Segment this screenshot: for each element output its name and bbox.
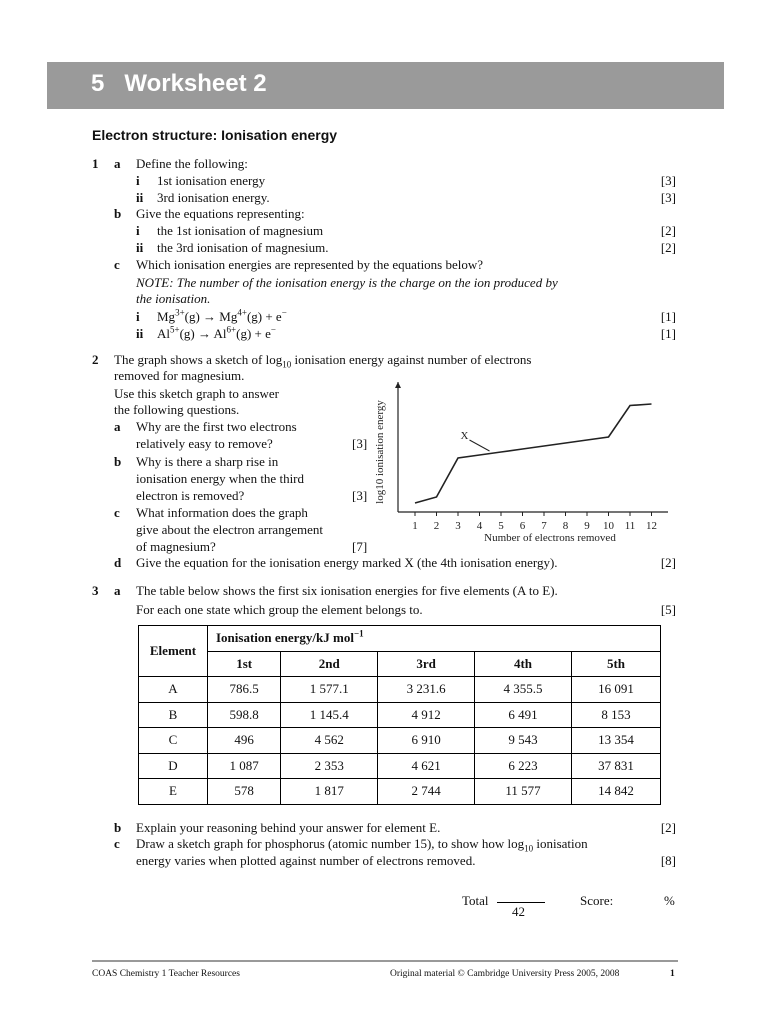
x-tick-label: 7 xyxy=(541,520,547,532)
q2c-line1: What information does the graph xyxy=(136,505,308,520)
x-tick-label: 9 xyxy=(584,520,590,532)
q1c-note-line2: the ionisation. xyxy=(136,291,211,306)
table-row xyxy=(139,702,661,728)
worksheet-title: 5 Worksheet 2 xyxy=(91,70,267,97)
element-cell: A xyxy=(139,677,208,703)
worksheet-banner xyxy=(47,62,724,109)
q2-intro-line2: removed for magnesium. xyxy=(114,368,245,383)
q2d-text: Give the equation for the ionisation energy marked X (the 4th ionisation energy). xyxy=(136,555,558,570)
x-tick-label: 5 xyxy=(498,520,504,532)
q3-number: 3 xyxy=(92,583,99,598)
ie-header: Ionisation energy/kJ mol$^{-1}$ xyxy=(208,626,661,652)
total-fraction-line xyxy=(497,902,545,903)
score-label: Score: xyxy=(580,893,614,908)
value-cell: 3 231.6 xyxy=(378,677,475,703)
q1ci-label: i xyxy=(136,309,140,324)
value-cell: 4 912 xyxy=(378,702,475,728)
q1a-text: Define the following: xyxy=(136,156,248,171)
q3a-line1: The table below shows the first six ionisation energies for five elements (A to E). xyxy=(136,583,558,598)
value-cell: 1 145.4 xyxy=(281,702,378,728)
value-cell: 8 153 xyxy=(571,702,660,728)
q3a-line2: For each one state which group the element belongs to. xyxy=(136,602,423,617)
table-header-row xyxy=(139,626,661,652)
element-cell: B xyxy=(139,702,208,728)
q1c-label: c xyxy=(114,257,120,272)
x-tick-label: 6 xyxy=(519,520,526,532)
q1-number: 1 xyxy=(92,156,99,171)
q1a-label: a xyxy=(114,156,121,171)
score-percent: % xyxy=(664,893,675,908)
value-cell: 11 577 xyxy=(475,779,572,805)
section-subtitle: Electron structure: Ionisation energy xyxy=(92,127,338,143)
q2a-mark: [3] xyxy=(352,436,368,451)
x-tick-label: 2 xyxy=(433,520,440,532)
ionisation-energy-chart xyxy=(368,372,668,547)
x-tick-label: 3 xyxy=(455,520,461,532)
column-header: 3rd xyxy=(378,651,475,677)
q2-intro-line3: Use this sketch graph to answer xyxy=(114,386,279,401)
q2-intro-line1: The graph shows a sketch of $\log_{10}$ ionisation energy against number of electrons xyxy=(114,352,532,370)
q1c-text: Which ionisation energies are represented by the equations below? xyxy=(136,257,484,272)
q2c-line2: give about the electron arrangement xyxy=(136,522,323,537)
element-cell: C xyxy=(139,728,208,754)
q1cii-equation: $Al^{5+}(g) \to Al^{6+}(g) + e^-$ xyxy=(157,324,276,341)
element-cell: E xyxy=(139,779,208,805)
value-cell: 6 223 xyxy=(475,753,572,779)
q1aii-label: ii xyxy=(136,190,144,205)
value-cell: 16 091 xyxy=(571,677,660,703)
value-cell: 37 831 xyxy=(571,753,660,779)
value-cell: 1 087 xyxy=(208,753,281,779)
column-header: 5th xyxy=(571,651,660,677)
x-tick-label: 4 xyxy=(476,520,483,532)
q3a-mark: [5] xyxy=(660,602,676,617)
column-header: 2nd xyxy=(281,651,378,677)
x-tick-label: 10 xyxy=(603,520,614,532)
q1ai-text: 1st ionisation energy xyxy=(157,173,266,188)
value-cell: 1 817 xyxy=(281,779,378,805)
q2b-line3: electron is removed? xyxy=(136,488,245,503)
table-row xyxy=(139,753,661,779)
column-header: 1st xyxy=(208,651,281,677)
footer-right: Original material © Cambridge University Press 2005, 2008 xyxy=(390,969,620,979)
q2-intro-line4: the following questions. xyxy=(114,402,240,417)
q3c-mark: [8] xyxy=(660,853,676,868)
value-cell: 598.8 xyxy=(208,702,281,728)
ionisation-energy-table xyxy=(138,625,661,805)
value-cell: 496 xyxy=(208,728,281,754)
value-cell: 4 621 xyxy=(378,753,475,779)
x-tick-label: 8 xyxy=(562,520,569,532)
x-tick-label: 11 xyxy=(624,520,636,532)
q1bii-text: the 3rd ionisation of magnesium. xyxy=(157,240,329,255)
q3c-line2: energy varies when plotted against number of electrons removed. xyxy=(136,853,476,868)
q2b-line1: Why is there a sharp rise in xyxy=(136,454,279,469)
q1cii-mark: [1] xyxy=(660,326,676,341)
q2d-label: d xyxy=(114,555,122,570)
q1ai-mark: [3] xyxy=(660,173,676,188)
q2c-label: c xyxy=(114,505,120,520)
table-column-row xyxy=(139,651,661,677)
q3b-label: b xyxy=(114,820,122,835)
q1aii-mark: [3] xyxy=(660,190,676,205)
value-cell: 786.5 xyxy=(208,677,281,703)
q2c-line3: of magnesium? xyxy=(136,539,216,554)
q1cii-label: ii xyxy=(136,326,144,341)
q1bii-label: ii xyxy=(136,240,144,255)
value-cell: 4 562 xyxy=(281,728,378,754)
value-cell: 578 xyxy=(208,779,281,805)
total-denominator: 42 xyxy=(512,904,525,919)
q2b-line2: ionisation energy when the third xyxy=(136,471,305,486)
footer-page-number: 1 xyxy=(670,969,675,979)
footer-left: COAS Chemistry 1 Teacher Resources xyxy=(92,969,240,979)
q1ai-label: i xyxy=(136,173,140,188)
q1bi-mark: [2] xyxy=(660,223,676,238)
q1c-note-line1: NOTE: The number of the ionisation energy is the charge on the ion produced by xyxy=(136,275,558,290)
footer-divider xyxy=(92,960,678,962)
value-cell: 14 842 xyxy=(571,779,660,805)
column-header: 4th xyxy=(475,651,572,677)
total-label: Total xyxy=(462,893,489,908)
x-tick-label: 12 xyxy=(646,520,657,532)
q3c-label: c xyxy=(114,836,120,851)
q2a-line1: Why are the first two electrons xyxy=(136,419,297,434)
value-cell: 6 491 xyxy=(475,702,572,728)
q3a-label: a xyxy=(114,583,121,598)
q1b-text: Give the equations representing: xyxy=(136,206,305,221)
value-cell: 2 744 xyxy=(378,779,475,805)
q2b-label: b xyxy=(114,454,122,469)
y-axis-label: log10 ionisation energy xyxy=(374,400,386,504)
value-cell: 13 354 xyxy=(571,728,660,754)
q2d-mark: [2] xyxy=(660,555,676,570)
table-row xyxy=(139,728,661,754)
value-cell: 9 543 xyxy=(475,728,572,754)
table-row xyxy=(139,779,661,805)
table-row xyxy=(139,677,661,703)
q1b-label: b xyxy=(114,206,122,221)
q1aii-text: 3rd ionisation energy. xyxy=(157,190,270,205)
value-cell: 1 577.1 xyxy=(281,677,378,703)
q3b-mark: [2] xyxy=(660,820,676,835)
annotation-arrow xyxy=(470,440,490,451)
q3b-text: Explain your reasoning behind your answer for element E. xyxy=(136,820,441,835)
x-tick-label: 1 xyxy=(412,520,418,532)
x-axis-label: Number of electrons removed xyxy=(484,532,616,544)
element-header: Element xyxy=(139,626,208,677)
q2a-line2: relatively easy to remove? xyxy=(136,436,273,451)
q1ci-mark: [1] xyxy=(660,309,676,324)
q3c-line1: Draw a sketch graph for phosphorus (atomic number 15), to show how $\log_{10}$ ionisation xyxy=(136,836,588,854)
q2-number: 2 xyxy=(92,352,99,367)
q1ci-equation: $Mg^{3+}(g) \to Mg^{4+}(g) + e^-$ xyxy=(157,307,287,324)
q2c-mark: [7] xyxy=(352,539,368,554)
element-cell: D xyxy=(139,753,208,779)
annotation-label: X xyxy=(460,430,469,442)
value-cell: 6 910 xyxy=(378,728,475,754)
q2a-label: a xyxy=(114,419,121,434)
value-cell: 2 353 xyxy=(281,753,378,779)
q1bi-label: i xyxy=(136,223,140,238)
y-axis-arrow xyxy=(395,382,401,388)
q1bii-mark: [2] xyxy=(660,240,676,255)
q2b-mark: [3] xyxy=(352,488,368,503)
series-line xyxy=(415,404,652,503)
value-cell: 4 355.5 xyxy=(475,677,572,703)
q1bi-text: the 1st ionisation of magnesium xyxy=(157,223,324,238)
